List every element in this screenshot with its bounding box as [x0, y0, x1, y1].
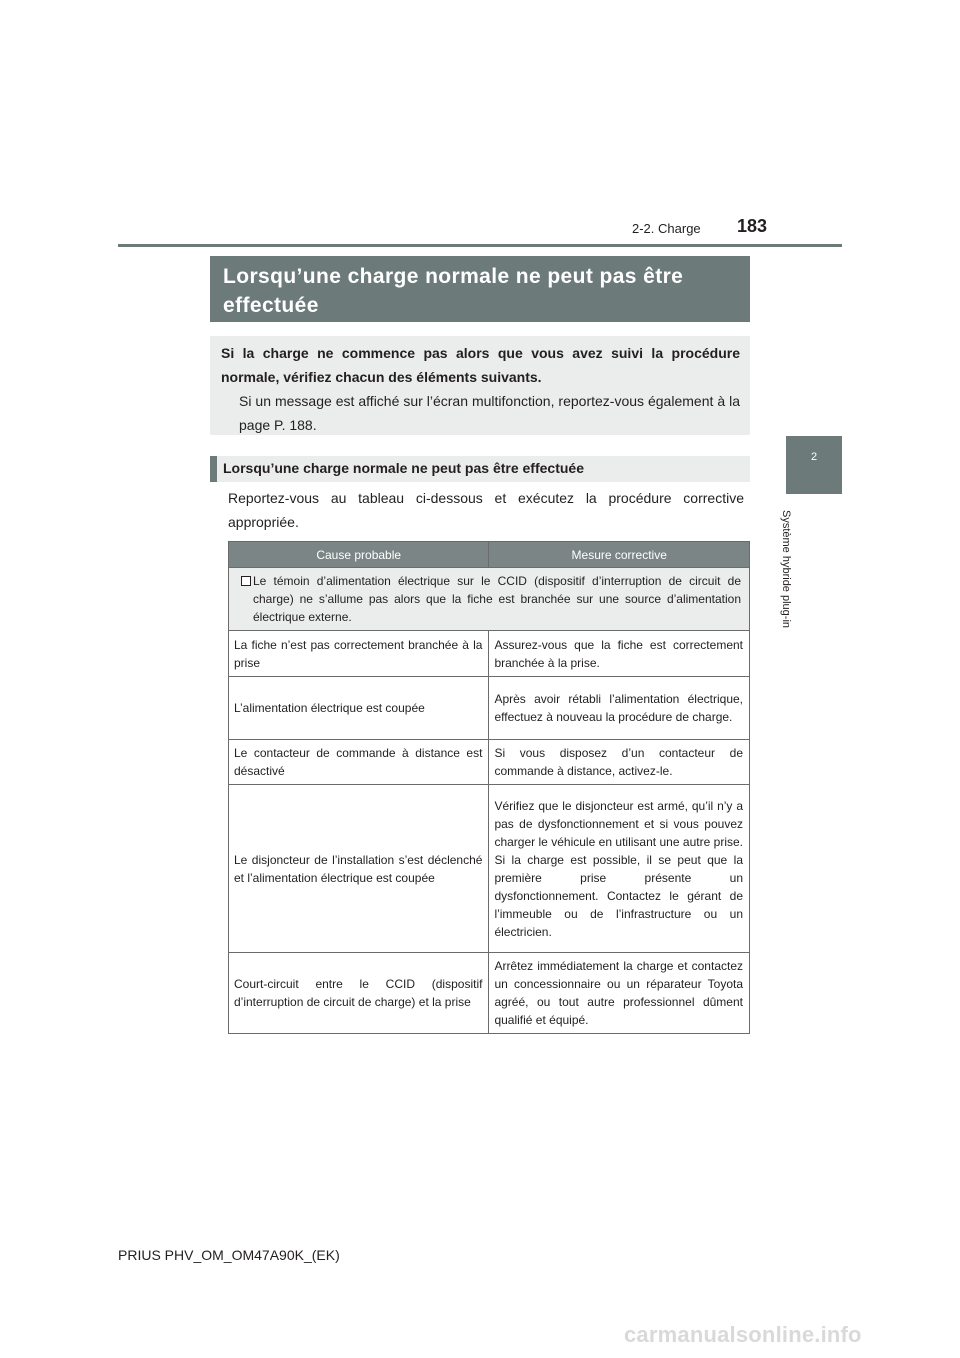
intro-bold-text: Si la charge ne commence pas alors que vous avez suivi la procédure normale, vérifiez chacun des éléments suivants. [221, 345, 740, 385]
condition-cell [229, 568, 750, 631]
table-row [229, 631, 750, 677]
table-header-action: Mesure corrective [489, 542, 750, 568]
watermark: carmanualsonline.info [624, 1322, 862, 1347]
action-cell: Si vous disposez d’un contacteur de commande à distance, activez-le. [489, 740, 750, 785]
condition-row [229, 568, 750, 631]
troubleshooting-table [228, 541, 750, 1034]
intro-note: Si un message est affiché sur l’écran multifonction, reportez-vous également à la page P. 188. [239, 393, 740, 433]
checkbox-icon [241, 576, 251, 586]
page-title: Lorsqu’une charge normale ne peut pas être effectuée [223, 265, 684, 317]
cause-cell: La fiche n’est pas correctement branchée à la prise [229, 631, 489, 677]
table-header-cause: Cause probable [229, 542, 489, 568]
page-number: 183 [737, 216, 768, 236]
cause-cell: Le contacteur de commande à distance est désactivé [229, 740, 489, 785]
subsection-heading-box [210, 456, 750, 482]
subsection-heading: Lorsqu’une charge normale ne peut pas être effectuée [223, 460, 584, 476]
chapter-tab-number: 2 [810, 451, 818, 463]
subsection-heading-bar [210, 456, 217, 482]
table-row [229, 740, 750, 785]
chapter-tab [786, 436, 842, 494]
cause-cell: Court-circuit entre le CCID (dispositif d’interruption de circuit de charge) et la prise [229, 953, 489, 1034]
header-divider [118, 244, 842, 247]
table-header-row [229, 542, 750, 568]
subsection-lead: Reportez-vous au tableau ci-dessous et exécutez la procédure corrective appropriée. [228, 490, 744, 530]
table-row [229, 953, 750, 1034]
action-cell: Arrêtez immédiatement la charge et contactez un concessionnaire ou un réparateur Toyota agréé, ou tout autre professionnel dûment qualifié et équipé. [489, 953, 750, 1034]
chapter-side-label: Système hybride plug-in [780, 510, 792, 629]
table-row [229, 785, 750, 953]
action-cell: Assurez-vous que la fiche est correctement branchée à la prise. [489, 631, 750, 677]
action-cell: Vérifiez que le disjoncteur est armé, qu’il n’y a pas de dysfonctionnement et si vous pouvez charger le véhicule en utilisant une autre prise. Si la charge est possible, il se peut que la première prise présente un dysfonctionnement. Contactez le gérant de l’immeuble ou de l’infrastructure ou un électricien. [489, 785, 750, 953]
cause-cell: L’alimentation électrique est coupée [229, 677, 489, 740]
intro-box [210, 336, 750, 435]
table-row [229, 677, 750, 740]
condition-text: Le témoin d’alimentation électrique sur le CCID (dispositif d’interruption de circuit de charge) ne s’allume pas alors que la fiche est branchée sur une source d’alimentation électrique externe. [253, 574, 741, 624]
cause-cell: Le disjoncteur de l’installation s’est déclenché et l’alimentation électrique est coupée [229, 785, 489, 953]
document-id: PRIUS PHV_OM_OM47A90K_(EK) [118, 1247, 340, 1263]
section-label: 2-2. Charge [632, 221, 701, 236]
chapter-side-label-container [780, 510, 806, 650]
action-cell: Après avoir rétabli l’alimentation électrique, effectuez à nouveau la procédure de charge. [489, 677, 750, 740]
page-title-box [210, 256, 750, 322]
